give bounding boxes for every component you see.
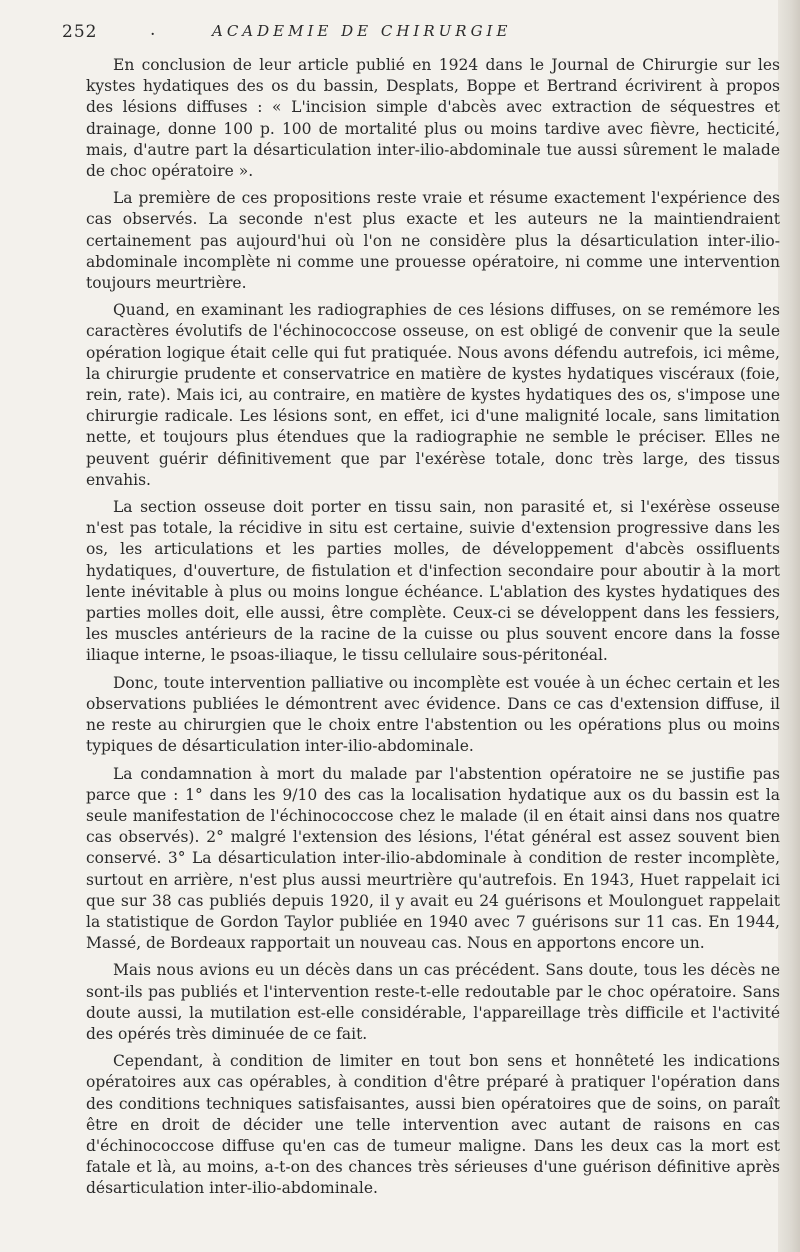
page-binding-edge [778, 0, 800, 1252]
paragraph: En conclusion de leur article publié en 1924 dans le Journal de Chirurgie sur les kystes hydatiques des os du bassin, Desplats, Boppe et Bertrand écrivirent à propos des lésions diffuses : « L'incision simple d'abcès avec extraction de séquestres et drainage, donne 100 p. 100 de mortalité plus ou moins tardive avec fièvre, hecticité, mais, d'autre part la désarticulation inter-ilio-abdominale tue aussi sûrement le malade de choc opératoire ». [86, 56, 780, 181]
paragraph: La première de ces propositions reste vraie et résume exactement l'expérience des cas observés. La seconde n'est plus exacte et les auteurs ne la maintiendraient certainement pas aujourd'hui où l'on ne considère plus la désarticulation inter-ilio-abdominale incomplète ni comme une prouesse opératoire, ni comme une intervention toujours meurtrière. [86, 189, 780, 293]
running-header [62, 20, 762, 46]
paragraph: Donc, toute intervention palliative ou incomplète est vouée à un échec certain et les observations publiées le démontrent avec évidence. Dans ce cas d'extension diffuse, il ne reste au chirurgien que le choix entre l'abstention ou les opérations plus ou moins typiques de désarticulation inter-ilio-abdominale. [86, 673, 780, 756]
paragraph: La section osseuse doit porter en tissu sain, non parasité et, si l'exérèse osseuse n'est pas totale, la récidive in situ est certaine, suivie d'extension progressive dans les os, les articulations et les parties molles, de développement d'abcès ossifluents hydatiques, d'ouverture, de fistulation et d'infection secondaire pour aboutir à la mort lente inévitable à plus ou moins longue échéance. L'ablation des kystes hydatiques des parties molles doit, elle aussi, être complète. Ceux-ci se développent dans les fessiers, les muscles antérieurs de la racine de la cuisse ou plus souvent encore dans la fosse iliaque interne, le psoas-iliaque, le tissu cellulaire sous-péritonéal. [86, 498, 780, 665]
article-body [86, 55, 780, 1200]
paragraph: Quand, en examinant les radiographies de ces lésions diffuses, on se remémore les caractères évolutifs de l'échinococcose osseuse, on est obligé de convenir que la seule opération logique était celle qui fut pratiquée. Nous avons défendu autrefois, ici même, la chirurgie prudente et conservatrice en matière de kystes hydatiques viscéraux (foie, rein, rate). Mais ici, au contraire, en matière de kystes hydatiques des os, s'impose une chirurgie radicale. Les lésions sont, en effet, ici d'une malignité locale, sans limitation nette, et toujours plus étendues que la radiographie ne semble le préciser. Elles ne peuvent guérir définitivement que par l'exérèse totale, donc très large, des tissus envahis. [86, 301, 780, 489]
header-separator: . [150, 20, 156, 40]
paragraph: La condamnation à mort du malade par l'abstention opératoire ne se justifie pas parce que : 1° dans les 9/10 des cas la localisation hydatique aux os du bassin est la seule manifestation de l'échinococcose chez le malade (il en était ainsi dans nos quatre cas observés). 2° malgré l'extension des lésions, l'état général est assez souvent bien conservé. 3° La désarticulation inter-ilio-abdominale à condition de rester incomplète, surtout en arrière, n'est plus aussi meurtrière qu'autrefois. En 1943, Huet rappelait ici que sur 38 cas publiés depuis 1920, il y avait eu 24 guérisons et Moulonguet rappelait la statistique de Gordon Taylor publiée en 1940 avec 7 guérisons sur 11 cas. En 1944, Massé, de Bordeaux rapportait un nouveau cas. Nous en apportons encore un. [86, 764, 780, 953]
journal-title: ACADEMIE DE CHIRURGIE [212, 22, 512, 40]
page-number: 252 [62, 22, 98, 42]
paragraph: Cependant, à condition de limiter en tout bon sens et honnêteté les indications opératoires aux cas opérables, à condition d'être préparé à pratiquer l'opération dans des conditions techniques satisfaisantes, aussi bien opératoires que de soins, on paraît être en droit de décider une telle intervention avec autant de raisons en cas d'échinococcose diffuse qu'en cas de tumeur maligne. Dans les deux cas la mort est fatale et là, au moins, a-t-on des chances très sérieuses d'une guérison définitive après désarticulation inter-ilio-abdominale. [86, 1052, 780, 1198]
paragraph: Mais nous avions eu un décès dans un cas précédent. Sans doute, tous les décès ne sont-ils pas publiés et l'intervention reste-t-elle redoutable par le choc opératoire. Sans doute aussi, la mutilation est-elle considérable, l'appareillage très difficile et l'activité des opérés très diminuée de ce fait. [86, 961, 780, 1043]
